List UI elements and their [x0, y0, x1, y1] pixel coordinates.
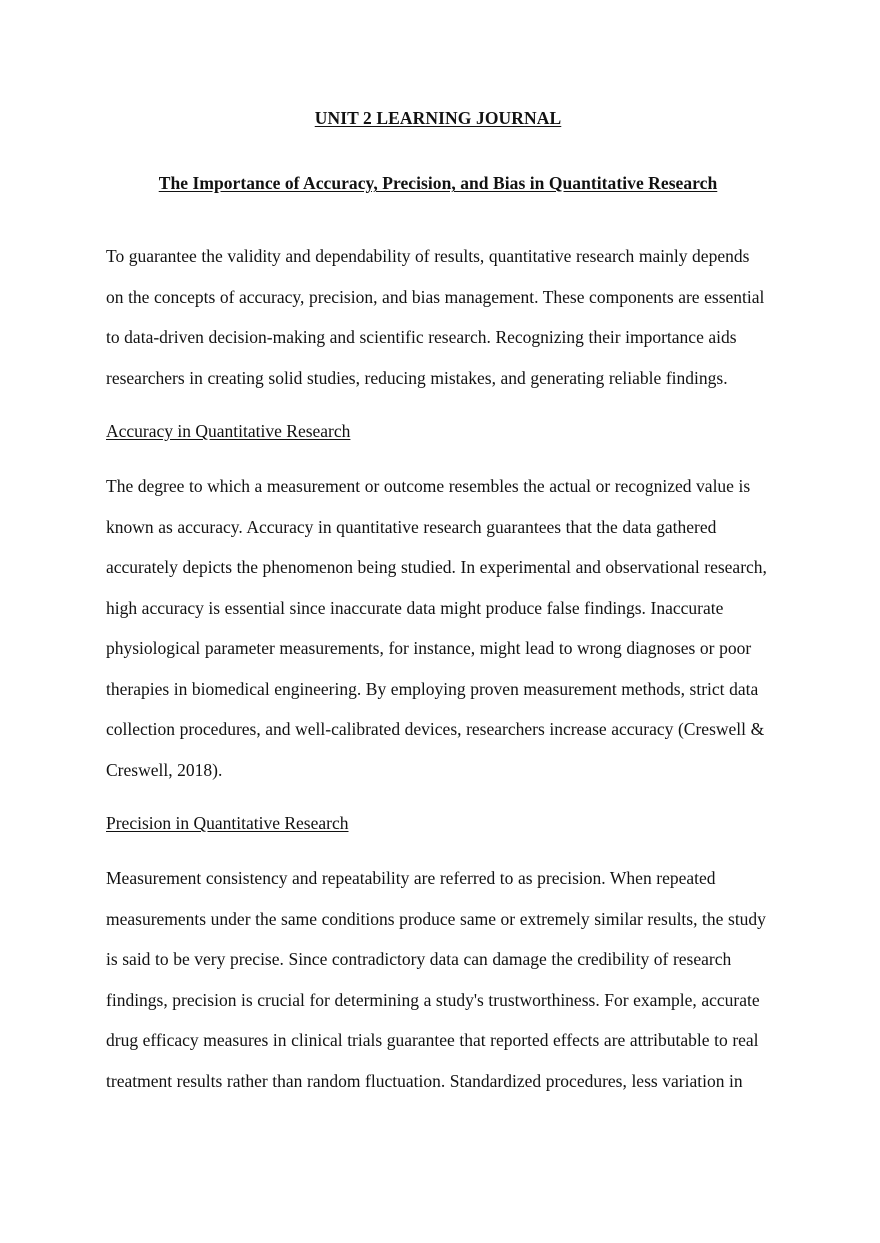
precision-paragraph: Measurement consistency and repeatability are referred to as precision. When repeated measurements under the same conditions produce same or extremely similar results, the study is said to be very precise. Since contradictory data can damage the credibility of research findings, precision is crucial for determining a study's trustworthiness. For example, accurate drug efficacy measures in clinical trials guarantee that reported effects are attributable to real treatment results rather than random fluctuation. Standardized procedures, less variation in: [106, 868, 766, 1091]
document-title: UNIT 2 LEARNING JOURNAL: [314, 108, 562, 128]
spacer: [106, 790, 770, 813]
section-heading-precision: Precision in Quantitative Research: [106, 813, 349, 833]
intro-paragraph: To guarantee the validity and dependability of results, quantitative research mainly depends on the concepts of accuracy, precision, and bias management. These components are essential to data-driven decision-making and scientific research. Recognizing their importance aids researchers in creating solid studies, reducing mistakes, and generating reliable findings.: [106, 246, 765, 388]
spacer: [106, 442, 770, 466]
spacer: [106, 398, 770, 421]
section-heading-accuracy: Accuracy in Quantitative Research: [106, 421, 351, 441]
accuracy-paragraph: The degree to which a measurement or outcome resembles the actual or recognized value is known as accuracy. Accuracy in quantitative research guarantees that the data gathered accurately depicts the phenomenon being studied. In experimental and observational research, high accuracy is essential since inaccurate data might produce false findings. Inaccurate physiological parameter measurements, for instance, might lead to wrong diagnoses or poor therapies in biomedical engineering. By employing proven measurement methods, strict data collection procedures, and well-calibrated devices, researchers increase accuracy (Creswell & Creswell, 2018).: [106, 476, 767, 780]
spacer: [106, 194, 770, 236]
spacer: [106, 834, 770, 858]
document-subtitle: The Importance of Accuracy, Precision, and Bias in Quantitative Research: [158, 173, 718, 193]
